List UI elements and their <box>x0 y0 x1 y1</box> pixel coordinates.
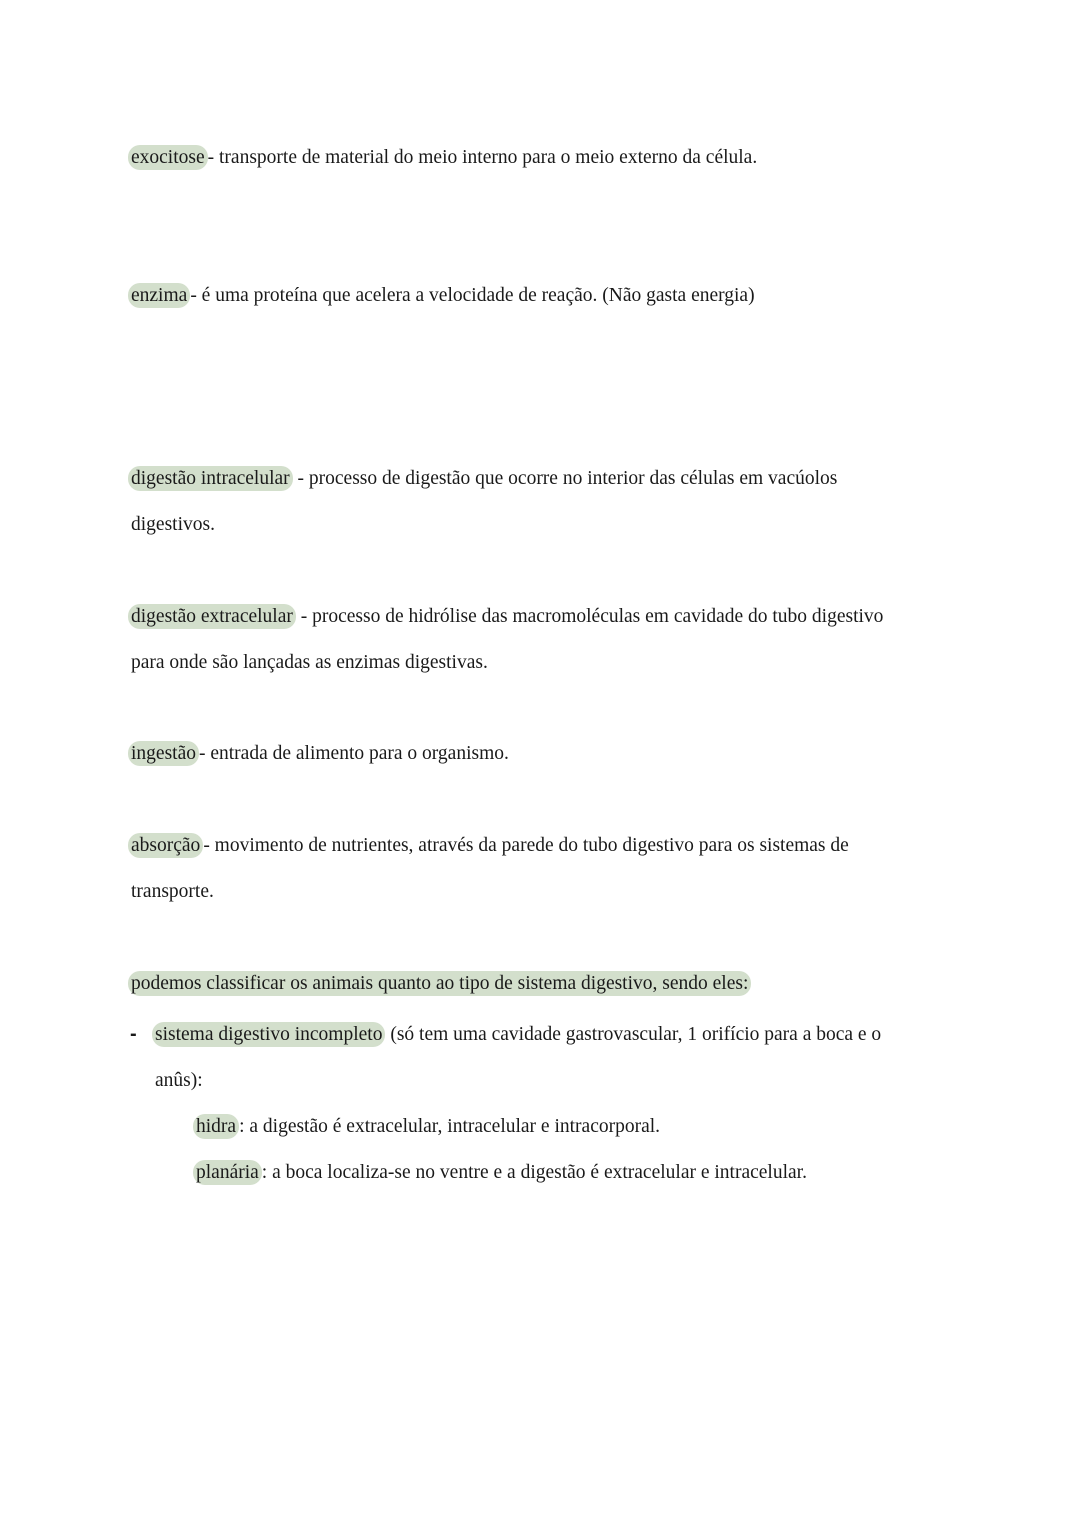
definition-text: - processo de hidrólise das macromoléculas em cavidade do tubo digestivo <box>295 606 884 627</box>
term-highlight: exocitose <box>128 145 208 170</box>
term-highlight: absorção <box>128 833 203 858</box>
term-highlight: hidra <box>193 1114 239 1139</box>
bullet-item-sistema-incompleto <box>155 1022 881 1048</box>
example-hidra <box>196 1114 660 1140</box>
definition-text: - processo de digestão que ocorre no interior das células em vacúolos <box>292 468 838 489</box>
example-planaria <box>196 1160 807 1186</box>
intro-highlight: podemos classificar os animais quanto ao tipo de sistema digestivo, sendo eles: <box>128 971 751 996</box>
classification-intro <box>131 971 751 997</box>
definition-continuation: anûs): <box>155 1070 203 1091</box>
definition-text: - movimento de nutrientes, através da parede do tubo digestivo para os sistemas de <box>203 835 849 856</box>
definition-continuation: transporte. <box>131 881 214 902</box>
term-highlight: sistema digestivo incompleto <box>152 1022 385 1047</box>
entry-enzima <box>131 283 755 309</box>
definition-continuation: para onde são lançadas as enzimas digestivas. <box>131 652 488 673</box>
definition-continuation: digestivos. <box>131 514 215 535</box>
entry-digestao-intracelular <box>131 466 837 492</box>
definition-text: (só tem uma cavidade gastrovascular, 1 orifício para a boca e o <box>385 1024 882 1045</box>
entry-absorcao <box>131 833 849 859</box>
term-highlight: digestão extracelular <box>128 604 296 629</box>
definition-text: : a digestão é extracelular, intracelular e intracorporal. <box>239 1116 661 1137</box>
definition-text: - transporte de material do meio interno para o meio externo da célula. <box>207 147 758 168</box>
definition-text: - entrada de alimento para o organismo. <box>198 743 509 764</box>
term-highlight: planária <box>193 1160 262 1185</box>
term-highlight: enzima <box>128 283 190 308</box>
entry-digestao-extracelular <box>131 604 883 630</box>
definition-text: : a boca localiza-se no ventre e a digestão é extracelular e intracelular. <box>261 1162 807 1183</box>
term-highlight: ingestão <box>128 741 199 766</box>
bullet-marker: - <box>130 1023 137 1045</box>
term-highlight: digestão intracelular <box>128 466 293 491</box>
entry-ingestao <box>131 741 509 767</box>
entry-exocitose <box>131 145 757 171</box>
definition-text: - é uma proteína que acelera a velocidade de reação. (Não gasta energia) <box>190 285 755 306</box>
